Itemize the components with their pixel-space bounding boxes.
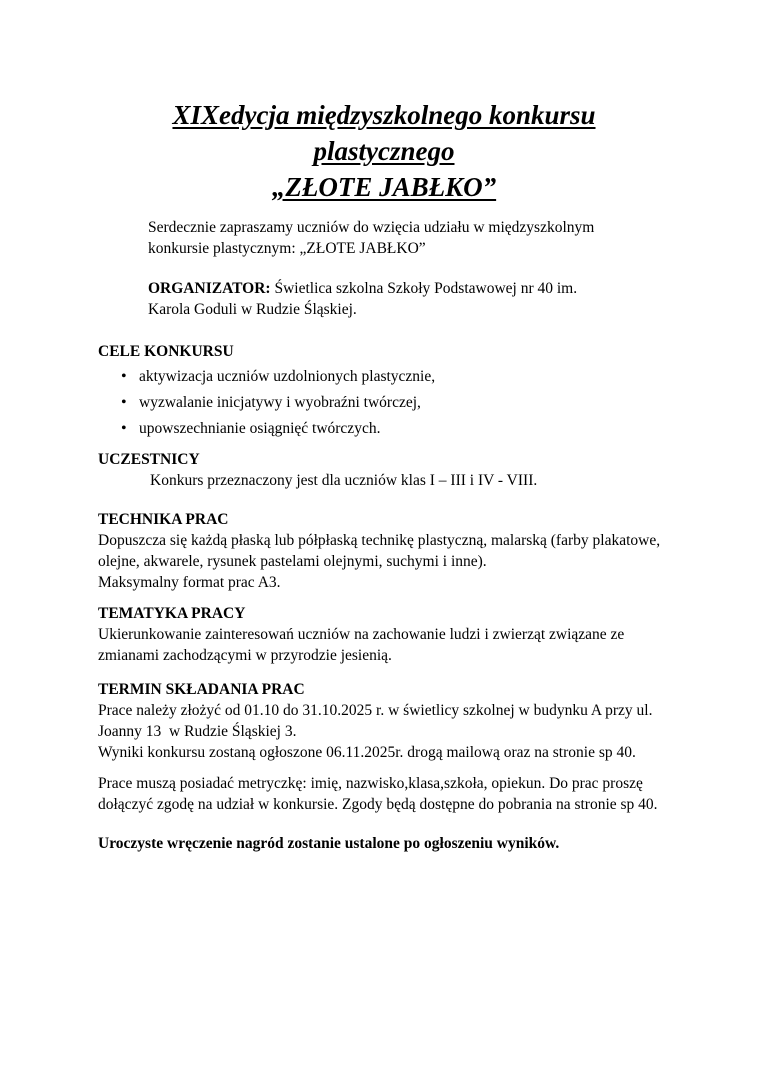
title-line-2: plastycznego bbox=[313, 136, 455, 166]
organizer-text: Świetlica szkolna Szkoły Podstawowej nr 40 im. bbox=[270, 280, 578, 297]
requirements-paragraph bbox=[98, 773, 768, 815]
document-body bbox=[98, 217, 768, 854]
section-heading-deadline: TERMIN SKŁADANIA PRAC bbox=[98, 681, 305, 698]
section-heading-theme: TEMATYKA PRACY bbox=[98, 605, 246, 622]
section-heading-technique: TECHNIKA PRAC bbox=[98, 511, 229, 528]
requirements-line: Prace muszą posiadać metryczkę: imię, nazwisko,klasa,szkoła, opiekun. Do prac proszę bbox=[98, 775, 643, 792]
section-technique bbox=[98, 509, 768, 593]
organizer-label: ORGANIZATOR: bbox=[148, 280, 271, 297]
list-item bbox=[98, 418, 768, 439]
organizer-line: Karola Goduli w Rudzie Śląskiej. bbox=[148, 301, 357, 318]
intro-line: konkursie plastycznym: „ZŁOTE JABŁKO” bbox=[148, 240, 426, 257]
intro-paragraph bbox=[148, 217, 768, 259]
section-goals bbox=[98, 341, 768, 439]
theme-line: zmianami zachodzącymi w przyrodzie jesienią. bbox=[98, 647, 392, 664]
goals-list bbox=[98, 366, 768, 439]
bullet-icon: • bbox=[121, 368, 127, 385]
requirements-line: dołączyć zgodę na udział w konkursie. Zgody będą dostępne do pobrania na stronie sp 40. bbox=[98, 796, 658, 813]
list-item-text: wyzwalanie inicjatywy i wyobraźni twórczej, bbox=[139, 394, 421, 411]
intro-line: Serdecznie zapraszamy uczniów do wzięcia udziału w międzyszkolnym bbox=[148, 219, 595, 236]
list-item-text: upowszechnianie osiągnięć twórczych. bbox=[139, 420, 381, 437]
participants-line: Konkurs przeznaczony jest dla uczniów klas I – III i IV - VIII. bbox=[150, 472, 538, 489]
title-line-1: XIXedycja międzyszkolnego konkursu bbox=[172, 100, 596, 130]
list-item bbox=[98, 366, 768, 387]
bullet-icon: • bbox=[121, 394, 127, 411]
section-heading-participants: UCZESTNICY bbox=[98, 451, 200, 468]
section-deadline bbox=[98, 679, 768, 763]
section-heading-goals: CELE KONKURSU bbox=[98, 343, 234, 360]
deadline-line: Prace należy złożyć od 01.10 do 31.10.2025 r. w świetlicy szkolnej w budynku A przy ul. bbox=[98, 702, 653, 719]
closing-statement: Uroczyste wręczenie nagród zostanie ustalone po ogłoszeniu wyników. bbox=[98, 835, 560, 852]
list-item bbox=[98, 392, 768, 413]
deadline-line: Joanny 13 w Rudzie Śląskiej 3. bbox=[98, 723, 297, 740]
technique-line: olejne, akwarele, rysunek pastelami olejnymi, suchymi i inne). bbox=[98, 553, 487, 570]
section-theme bbox=[98, 603, 768, 666]
deadline-line: Wyniki konkursu zostaną ogłoszone 06.11.2025r. drogą mailową oraz na stronie sp 40. bbox=[98, 744, 636, 761]
theme-line: Ukierunkowanie zainteresowań uczniów na zachowanie ludzi i zwierząt związane ze bbox=[98, 626, 625, 643]
bullet-icon: • bbox=[121, 420, 127, 437]
section-participants bbox=[98, 449, 768, 491]
document-title bbox=[0, 0, 768, 205]
organizer-paragraph bbox=[148, 278, 768, 320]
technique-line: Maksymalny format prac A3. bbox=[98, 574, 281, 591]
list-item-text: aktywizacja uczniów uzdolnionych plastycznie, bbox=[139, 368, 436, 385]
technique-line: Dopuszcza się każdą płaską lub półpłaską technikę plastyczną, malarską (farby plakatowe, bbox=[98, 532, 661, 549]
organizer-line bbox=[148, 278, 768, 299]
title-line-3: „ZŁOTE JABŁKO” bbox=[271, 172, 497, 202]
